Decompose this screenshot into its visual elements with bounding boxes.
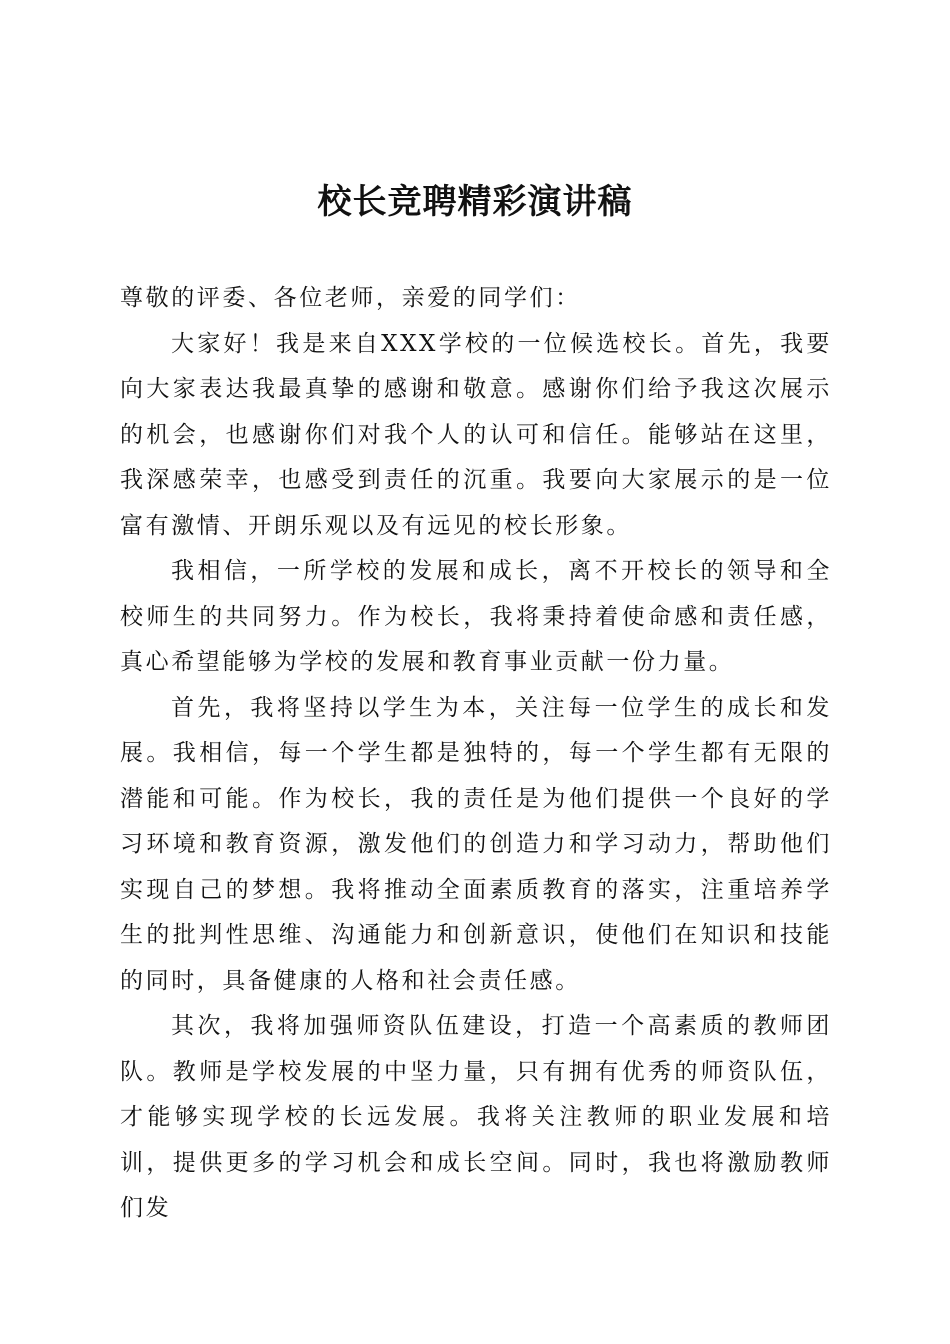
document-body <box>120 276 832 1232</box>
paragraph-3: 首先，我将坚持以学生为本，关注每一位学生的成长和发展。我相信，每一个学生都是独特的，每一个学生都有无限的潜能和可能。作为校长，我的责任是为他们提供一个良好的学习环境和教育资源，激发他们的创造力和学习动力，帮助他们实现自己的梦想。我将推动全面素质教育的落实，注重培养学生的批判性思维、沟通能力和创新意识，使他们在知识和技能的同时，具备健康的人格和社会责任感。 <box>120 694 832 994</box>
paragraph-4: 其次，我将加强师资队伍建设，打造一个高素质的教师团队。教师是学校发展的中坚力量，只有拥有优秀的师资队伍，才能够实现学校的长远发展。我将关注教师的职业发展和培训，提供更多的学习机会和成长空间。同时，我也将激励教师们发 <box>120 1013 832 1221</box>
paragraph-2: 我相信，一所学校的发展和成长，离不开校长的领导和全校师生的共同努力。作为校长，我将秉持着使命感和责任感，真心希望能够为学校的发展和教育事业贡献一份力量。 <box>120 558 832 675</box>
paragraph-1: 大家好！我是来自XXX学校的一位候选校长。首先，我要向大家表达我最真挚的感谢和敬意。感谢你们给予我这次展示的机会，也感谢你们对我个人的认可和信任。能够站在这里，我深感荣幸，也感受到责任的沉重。我要向大家展示的是一位富有激情、开朗乐观以及有远见的校长形象。 <box>120 330 832 539</box>
salutation: 尊敬的评委、各位老师，亲爱的同学们： <box>120 285 581 311</box>
document-title: 校长竞聘精彩演讲稿 <box>317 182 633 222</box>
